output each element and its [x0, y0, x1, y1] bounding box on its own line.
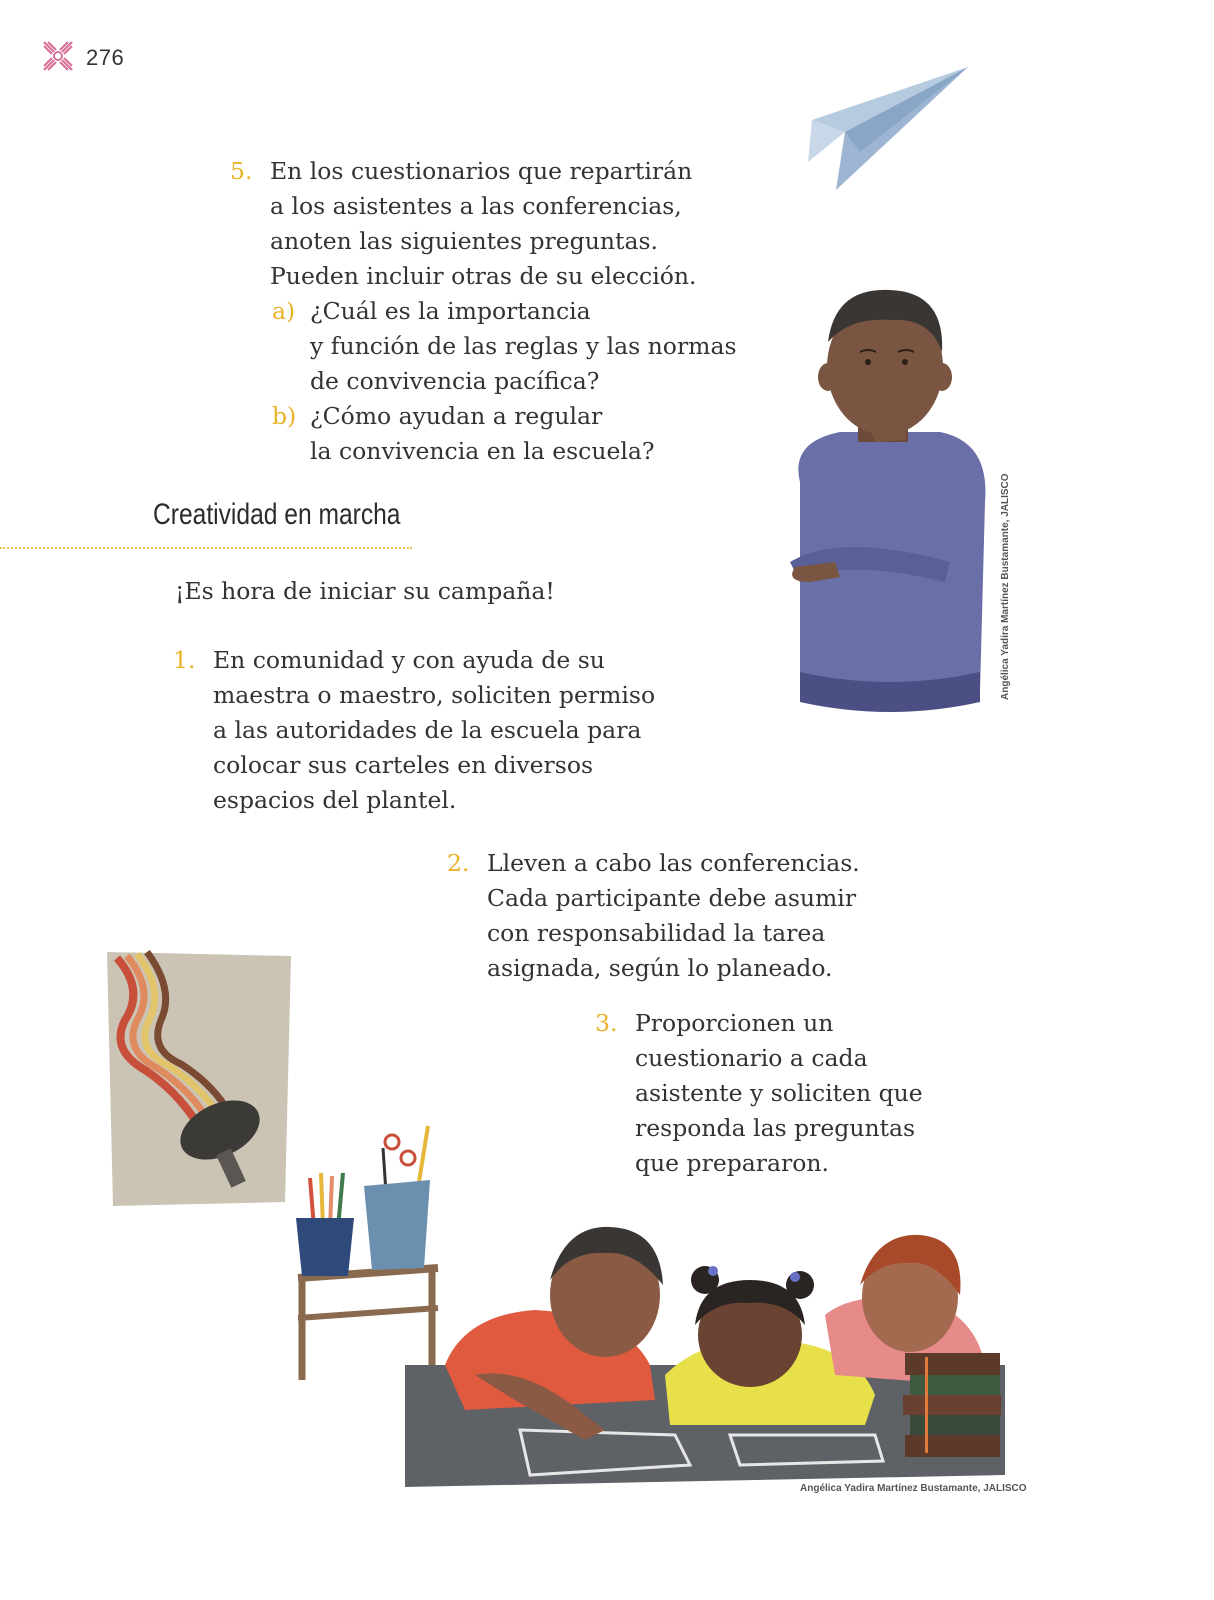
section-intro: ¡Es hora de iniciar su campaña!: [175, 577, 555, 605]
step-3: [595, 1006, 995, 1181]
thinking-boy-illustration: [780, 282, 1000, 722]
decorative-star-icon: [40, 38, 76, 78]
step-number: 3.: [595, 1009, 618, 1037]
children-working-illustration: [405, 1225, 1010, 1487]
poster-brush-illustration: [105, 950, 295, 1210]
question-5a: [272, 294, 790, 399]
step-number: 1.: [173, 646, 196, 674]
section-divider: [0, 547, 412, 549]
sub-letter: b): [272, 402, 297, 430]
sub-letter: a): [272, 297, 296, 325]
step-2: [447, 846, 947, 986]
question-5b: [272, 399, 790, 469]
item-number: 5.: [230, 157, 253, 185]
section-title: Creatividad en marcha: [153, 498, 401, 531]
sub-text: ¿Cómo ayudan a regular la convivencia en la escuela?: [310, 402, 655, 465]
step-1: [173, 643, 733, 818]
paper-plane-illustration: [800, 62, 975, 197]
illustration-credit-bottom: Angélica Yadira Martínez Bustamante, JALISCO: [800, 1483, 1027, 1494]
illustration-credit-vertical: Angélica Yadira Martínez Bustamante, JALISCO: [1000, 473, 1011, 700]
sub-text: ¿Cuál es la importancia y función de las reglas y las normas de convivencia pacífica?: [310, 297, 737, 395]
item-text: En los cuestionarios que repartirán a los asistentes a las conferencias, anoten las siguientes preguntas. Pueden incluir otras de su elección.: [270, 157, 697, 290]
step-text: Proporcionen un cuestionario a cada asistente y soliciten que responda las preguntas que prepararon.: [635, 1009, 923, 1177]
step-text: En comunidad y con ayuda de su maestra o maestro, soliciten permiso a las autoridades de la escuela para colocar sus carteles en diversos espacios del plantel.: [213, 646, 656, 814]
question-5: [230, 154, 790, 294]
page-number: 276: [86, 45, 125, 70]
page-header: [40, 38, 124, 78]
step-number: 2.: [447, 849, 470, 877]
step-text: Lleven a cabo las conferencias. Cada participante debe asumir con responsabilidad la tarea asignada, según lo planeado.: [487, 849, 860, 982]
